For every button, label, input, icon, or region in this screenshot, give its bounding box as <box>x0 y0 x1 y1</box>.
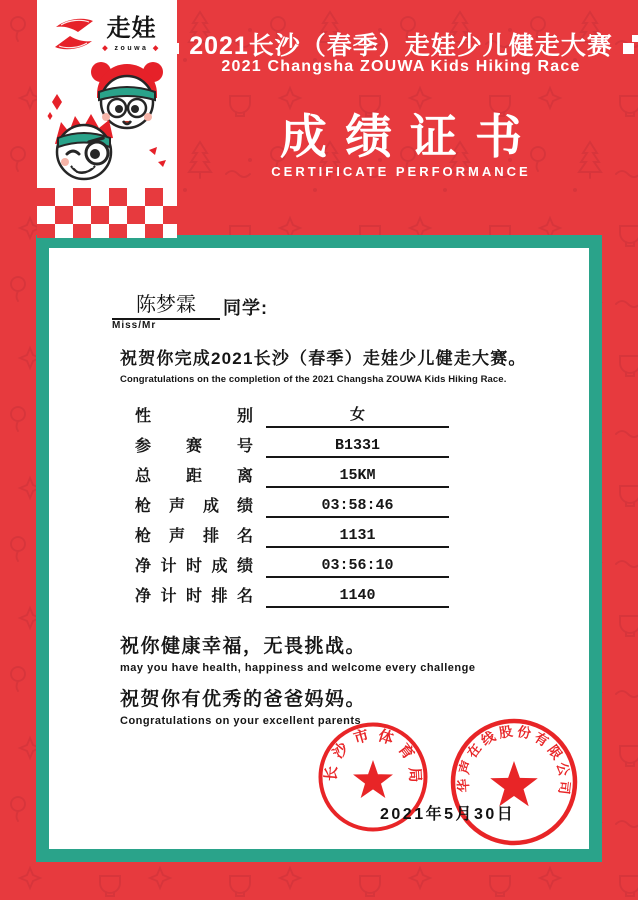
field-label: 净 计 时 排 名 <box>135 588 253 605</box>
field-label: 枪 声 成 绩 <box>135 498 253 515</box>
congratulations-block <box>120 344 590 385</box>
field-label: 净 计 时 成 绩 <box>135 558 253 575</box>
blessing1-cn: 祝你健康幸福，无畏挑战。 <box>120 636 367 657</box>
stamp-right-text: 华声在线股份有限公司 <box>455 723 573 796</box>
salutation-en: Miss/Mr <box>112 320 157 331</box>
field-value: 女 <box>266 403 449 428</box>
result-fields <box>135 398 449 608</box>
event-title-cn: 2021长沙（春季）走娃少儿健走大赛 <box>189 32 613 60</box>
field-row <box>135 398 449 428</box>
field-row <box>135 548 449 578</box>
brand-name-en: ◆ zouwa ◆ <box>102 44 161 52</box>
brand-name-cn: 走娃 <box>106 14 157 42</box>
certificate-title-en: CERTIFICATE PERFORMANCE <box>271 164 531 179</box>
blessing2-en: Congratulations on your excellent parents <box>120 715 362 727</box>
field-label: 性 别 <box>135 408 253 425</box>
stamp-left-star-icon <box>353 760 393 798</box>
congratulations-cn: 祝贺你完成2021长沙（春季）走娃少儿健走大赛。 <box>120 349 527 368</box>
field-value: 03:56:10 <box>266 557 449 578</box>
field-label: 总 距 离 <box>135 468 253 485</box>
recipient-name: 陈梦霖 <box>112 288 220 320</box>
recipient-row <box>112 288 268 320</box>
field-row <box>135 518 449 548</box>
blessing2-cn: 祝贺你有优秀的爸爸妈妈。 <box>120 689 367 710</box>
field-row <box>135 428 449 458</box>
field-value: 03:58:46 <box>266 497 449 518</box>
field-label: 参 赛 号 <box>135 438 253 455</box>
certificate-date: 2021年5月30日 <box>380 806 516 823</box>
blessing1-en: may you have health, happiness and welcome every challenge <box>120 662 476 674</box>
field-row <box>135 578 449 608</box>
field-row <box>135 458 449 488</box>
field-value: B1331 <box>266 437 449 458</box>
congratulations-en: Congratulations on the completion of the 2021 Changsha ZOUWA Kids Hiking Race. <box>120 374 507 385</box>
field-value: 1131 <box>266 527 449 548</box>
certificate-title-cn: 成绩证书 <box>280 110 540 163</box>
salutation-label: 同学: <box>223 298 268 318</box>
field-value: 15KM <box>266 467 449 488</box>
stamp-left-text: 长沙市体育局 <box>322 726 424 783</box>
official-stamps <box>300 703 592 855</box>
field-row <box>135 488 449 518</box>
field-value: 1140 <box>266 587 449 608</box>
event-title-en: 2021 Changsha ZOUWA Kids Hiking Race <box>221 58 581 75</box>
stamp-right-star-icon <box>490 761 538 806</box>
field-label: 枪 声 排 名 <box>135 528 253 545</box>
